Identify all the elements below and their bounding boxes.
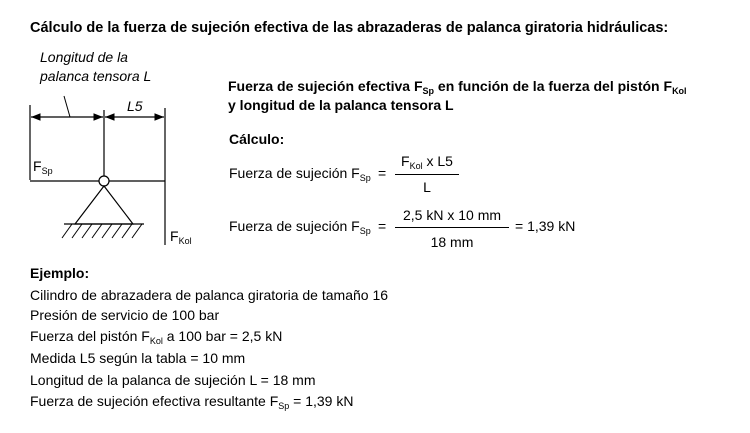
formula2-equals: = bbox=[378, 218, 387, 234]
formula1-lhs: Fuerza de sujeción $F_{Sp}$ bbox=[229, 165, 371, 183]
formula2-result: = 1,39 kN bbox=[515, 218, 576, 234]
example-line-1: Cilindro de abrazadera de palanca giratoria de tamaño 16 bbox=[30, 287, 389, 303]
example-line-4: Medida L5 según la tabla = 10 mm bbox=[30, 350, 246, 366]
example-line-2: Presión de servicio de 100 bar bbox=[30, 307, 220, 323]
example-line-3: Fuerza del pistón $F_{Kol}$ a 100 bar = 2,5 kN bbox=[30, 328, 283, 346]
formula2-denominator: 18 mm bbox=[430, 234, 474, 250]
lever-length-label-line1: Longitud de la bbox=[40, 49, 128, 65]
fsp-label: $F_{Sp}$ bbox=[33, 158, 53, 176]
label-leader-line bbox=[64, 96, 70, 117]
formula1-equals: = bbox=[378, 165, 387, 181]
calculation-label: Cálculo: bbox=[229, 131, 285, 147]
support-triangle bbox=[75, 186, 133, 224]
section-heading-line2: y longitud de la palanca tensora L bbox=[228, 97, 454, 113]
ground-hatching bbox=[62, 224, 142, 238]
formula1-fraction-bar bbox=[395, 174, 459, 175]
pivot-joint bbox=[99, 176, 109, 186]
l5-label: L5 bbox=[127, 98, 143, 114]
page-title: Cálculo de la fuerza de sujeción efectiva de las abrazaderas de palanca giratoria hidráulicas: bbox=[30, 20, 669, 36]
section-heading: Fuerza de sujeción efectiva $F_{Sp}$ en función de la fuerza del pistón $F_{Kol}$ bbox=[228, 78, 687, 96]
formula2-fraction-bar bbox=[395, 227, 509, 228]
example-line-5: Longitud de la palanca de sujeción L = 18 mm bbox=[30, 372, 316, 388]
lever-length-label-line2: palanca tensora L bbox=[40, 68, 152, 84]
example-label: Ejemplo: bbox=[30, 265, 90, 281]
example-line-6: Fuerza de sujeción efectiva resultante $F_{Sp} = 1,39$ kN bbox=[30, 393, 354, 411]
formula2-numerator: 2,5 kN x 10 mm bbox=[402, 207, 502, 223]
fkol-label: $F_{Kol}$ bbox=[170, 228, 192, 246]
formula1-denominator: L bbox=[423, 179, 431, 195]
formula2-lhs: Fuerza de sujeción $F_{Sp}$ bbox=[229, 218, 371, 236]
formula1-numerator: $F_{Kol}$ x L5 bbox=[401, 153, 453, 171]
